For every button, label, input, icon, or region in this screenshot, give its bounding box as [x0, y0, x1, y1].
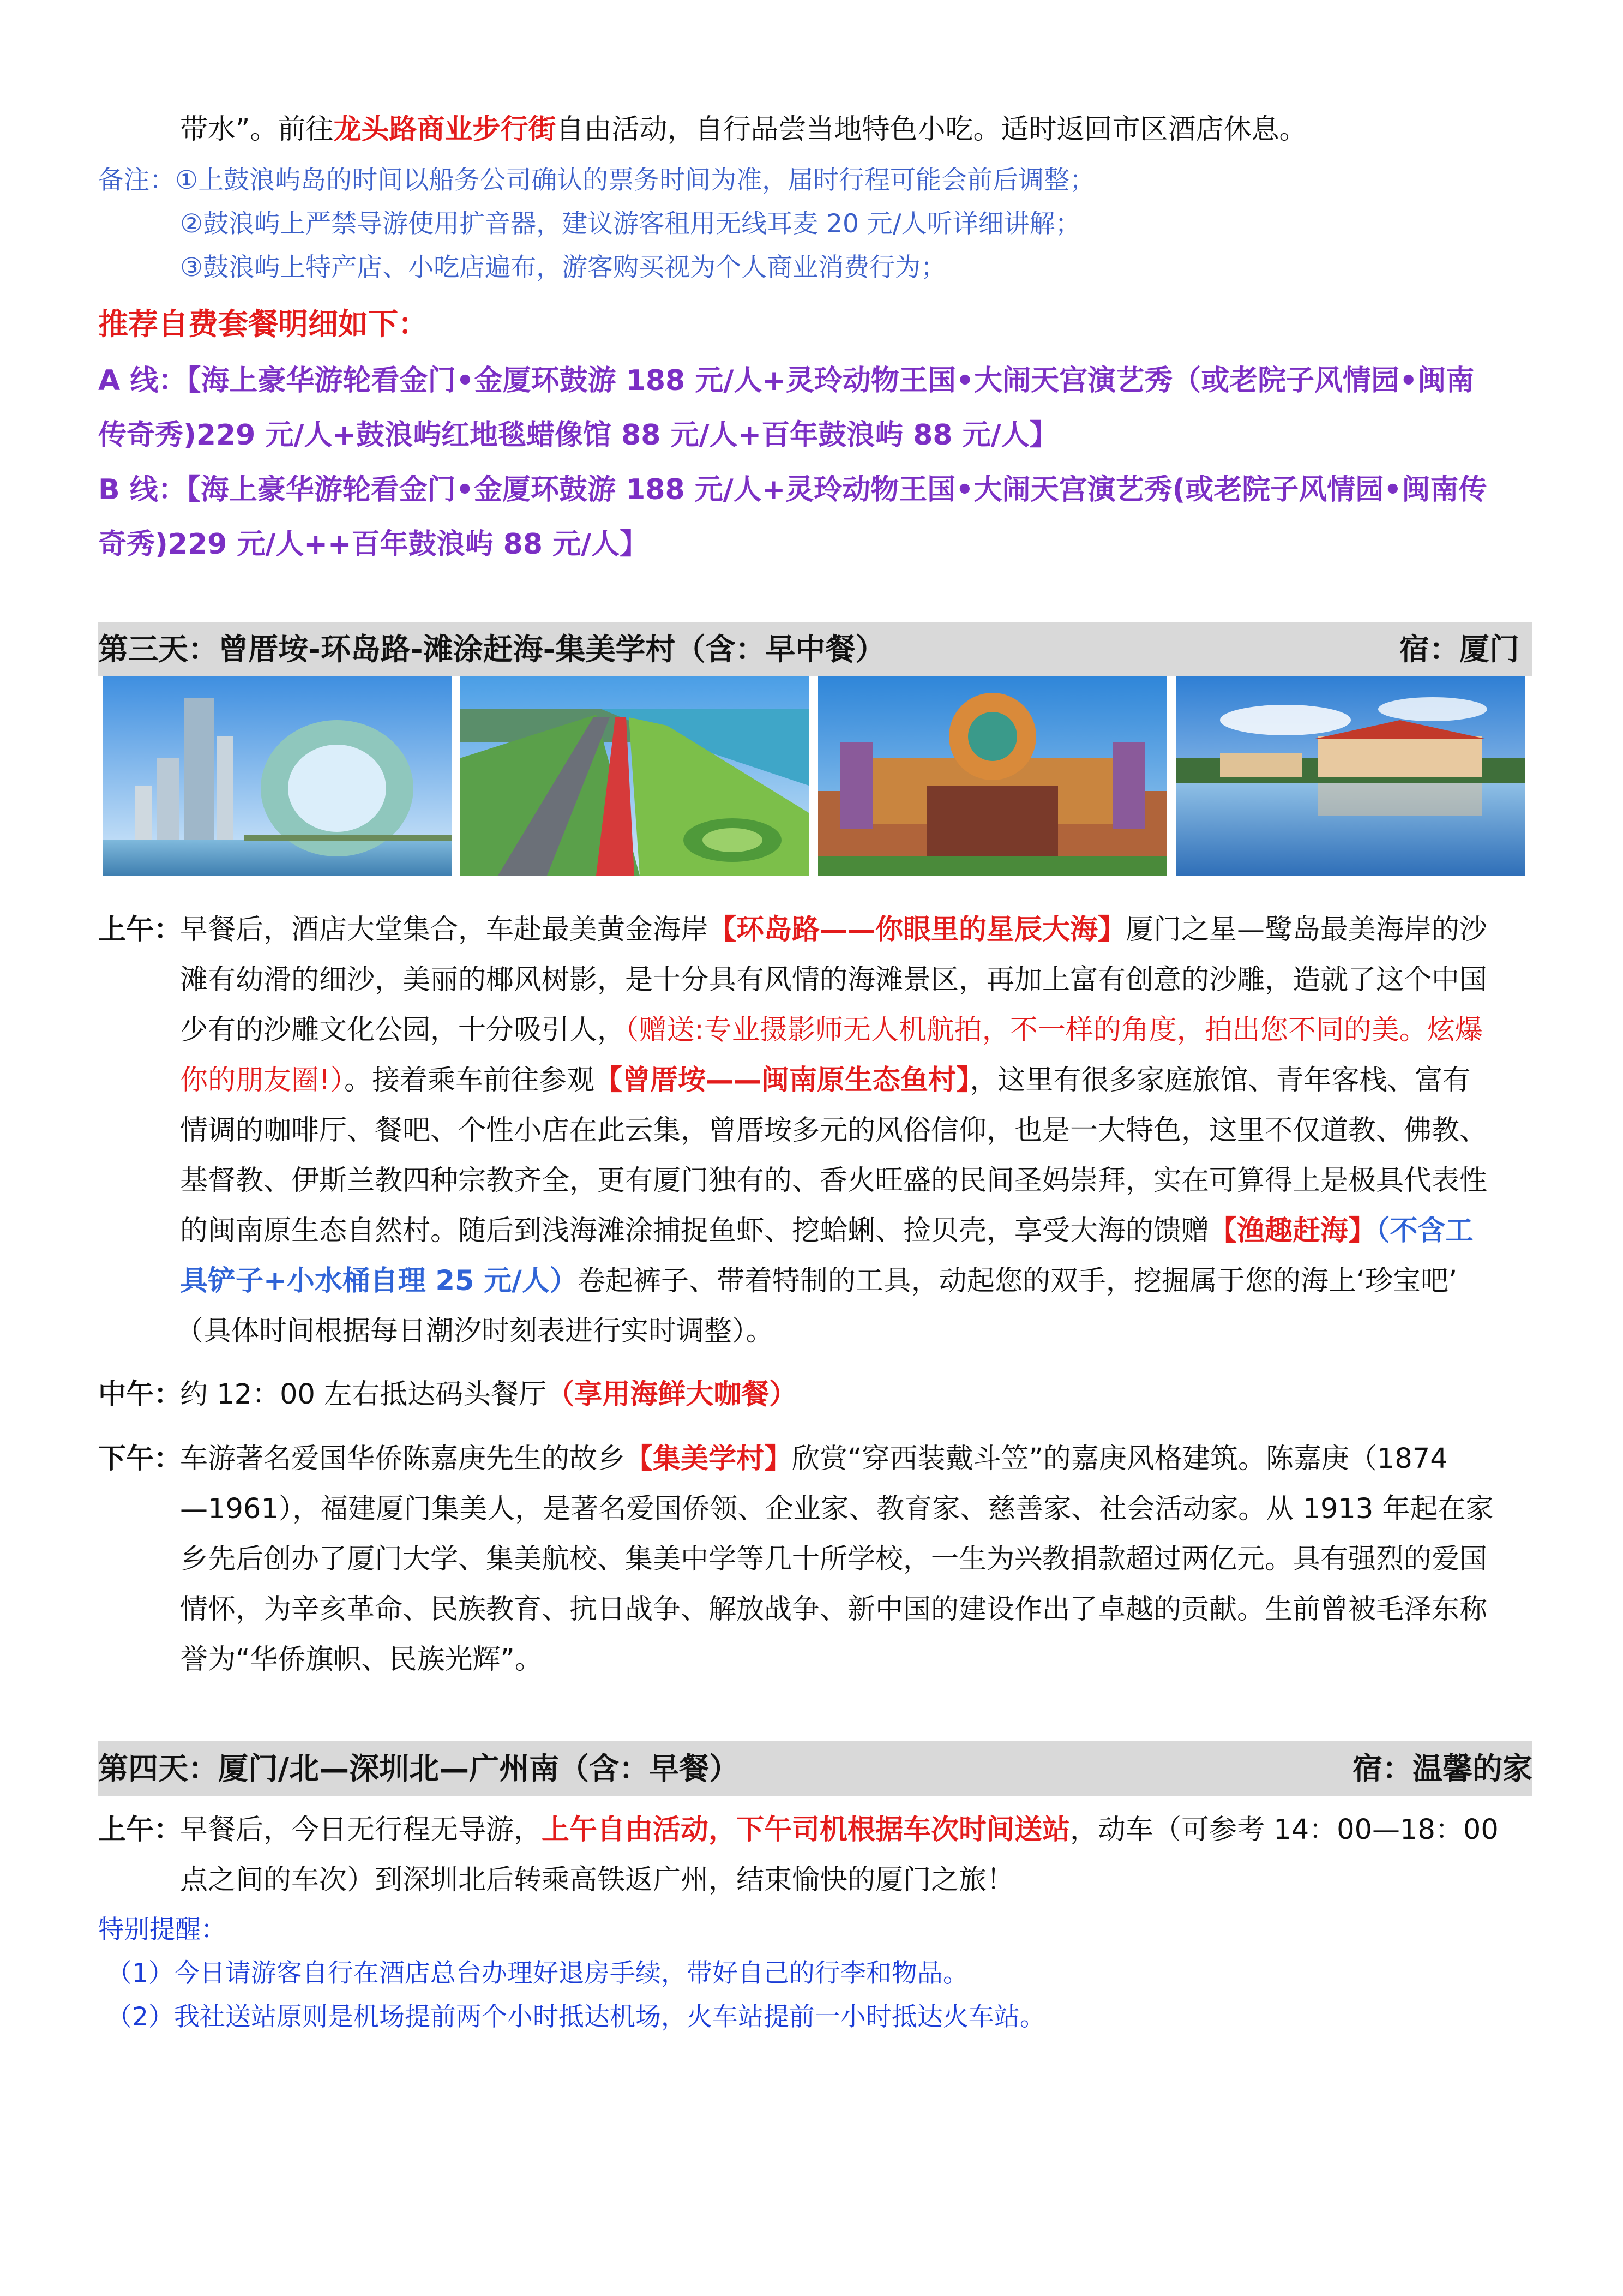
notes-line-3: [180, 247, 946, 284]
day3-afternoon-line-1: [180, 1435, 1448, 1484]
text: 早餐后，酒店大堂集合，车赴最美黄金海岸: [180, 914, 709, 946]
day3-afternoon-label: 下午：: [98, 1443, 182, 1475]
special-reminder-label: 特别提醒：: [98, 1915, 226, 1945]
note-2: ②鼓浪屿上严禁导游使用扩音器，建议游客租用无线耳麦 20 元/人听详细讲解；: [180, 209, 1081, 239]
note-3: ③鼓浪屿上特产店、小吃店遍布，游客购买视为个人商业消费行为；: [180, 253, 947, 283]
day3-noon-line: [180, 1370, 797, 1419]
day4-title: 第四天：厦门/北—深圳北—广州南（含：早餐）: [98, 1751, 740, 1786]
day4-stay: 宿：温馨的家: [1352, 1751, 1532, 1786]
text: ，动车（可参考 14：00—18：00: [1070, 1814, 1499, 1846]
day3-morning-line-7: [180, 1207, 1474, 1256]
highlight-ganhai: 【渔趣赶海】: [1209, 1215, 1376, 1247]
ganhai-cost-note: （不含工: [1376, 1215, 1474, 1247]
highlight-huandao-road: 【环岛路——你眼里的星辰大海】: [708, 914, 1126, 946]
selfpay-heading: 推荐自费套餐明细如下：: [98, 307, 429, 341]
note-1: ①上鼓浪屿岛的时间以船务公司确认的票务时间为准，届时行程可能会前后调整；: [175, 165, 1096, 195]
day3-morning-line-8: [180, 1257, 1457, 1306]
highlight-longtou-road: 龙头路商业步行街: [333, 113, 556, 146]
gift-drone-photo: （赠送:专业摄影师无人机航拍，不一样的角度，拍出您不同的美。炫爆: [625, 1014, 1483, 1046]
photo-lingling-zoo: [818, 676, 1167, 876]
text: 卷起裤子、带着特制的工具，动起您的双手，挖掘属于您的海上‘珍宝吧’: [577, 1265, 1458, 1297]
text: 带水”。前往: [180, 113, 334, 146]
day3-stay: 宿：厦门: [1399, 632, 1519, 667]
day3-morning-line-1: [180, 906, 1487, 955]
notes-label: 备注：: [98, 165, 175, 195]
reminder-2: （2）我社送站原则是机场提前两个小时抵达机场，火车站提前一小时抵达火车站。: [106, 2002, 1045, 2032]
day3-morning-line-4: [180, 1056, 1471, 1105]
text: ，这里有很多家庭旅馆、青年客栈、富有: [970, 1064, 1471, 1096]
day3-morning-line-3: [180, 1006, 1483, 1055]
gift-drone-photo-end: 你的朋友圈!）: [180, 1064, 344, 1096]
day3-afternoon-line-2: —1961），福建厦门集美人，是著名爱国侨领、企业家、教育家、慈善家、社会活动家。从 1913 年起在家: [180, 1493, 1494, 1525]
reminder-1: （1）今日请游客自行在酒店总台办理好退房手续，带好自己的行李和物品。: [106, 1958, 969, 1988]
day3-noon-label: 中午：: [98, 1378, 182, 1411]
highlight-free-activity: 上午自由活动，下午司机根据车次时间送站: [542, 1814, 1071, 1846]
text: 约 12：00 左右抵达码头餐厅: [180, 1378, 547, 1411]
text: 欣赏“穿西装戴斗笠”的嘉庚风格建筑。陈嘉庚（1874: [792, 1443, 1448, 1475]
day4-morning-label: 上午：: [98, 1814, 182, 1846]
photo-huandao-road: [460, 676, 809, 876]
day3-morning-line-2: 滩有幼滑的细沙，美丽的椰风树影，是十分具有风情的海滩景区，再加上富有创意的沙雕，造就了这个中国: [180, 964, 1488, 996]
text: 早餐后，今日无行程无导游，: [180, 1814, 542, 1846]
text: 自由活动，自行品尝当地特色小吃。适时返回市区酒店休息。: [556, 113, 1307, 146]
day3-morning-line-5: 情调的咖啡厅、餐吧、个性小店在此云集，曾厝垵多元的风俗信仰，也是一大特色，这里不仅道教、佛教、: [180, 1114, 1488, 1147]
highlight-jimei-village: 【集美学村】: [625, 1443, 792, 1475]
day3-title: 第三天：曾厝垵-环岛路-滩涂赶海-集美学村（含：早中餐）: [98, 632, 886, 667]
line-a-2: 传奇秀)229 元/人+鼓浪屿红地毯蜡像馆 88 元/人+百年鼓浪屿 88 元/人】: [98, 419, 1058, 452]
day3-morning-line-9: （具体时间根据每日潮汐时刻表进行实时调整）。: [176, 1315, 774, 1347]
day3-afternoon-line-3: 乡先后创办了厦门大学、集美航校、集美中学等几十所学校，一生为兴教捐款超过两亿元。具有强烈的爱国: [180, 1543, 1488, 1575]
notes-line-2: [180, 203, 1081, 240]
photo-jimei-village: [1176, 676, 1525, 876]
text: 少有的沙雕文化公园，十分吸引人，: [180, 1014, 626, 1046]
day3-morning-label: 上午：: [98, 914, 182, 946]
text: 厦门之星—鹭岛最美海岸的沙: [1126, 914, 1488, 946]
day4-morning-line-1: [180, 1806, 1499, 1855]
highlight-zengcuoan: 【曾厝垵——闽南原生态鱼村】: [594, 1064, 970, 1096]
line-b-2: 奇秀)229 元/人++百年鼓浪屿 88 元/人】: [98, 528, 648, 561]
text: 。接着乘车前往参观: [344, 1064, 594, 1096]
highlight-seafood-meal: （享用海鲜大咖餐）: [546, 1378, 797, 1411]
line-a-1: A 线：【海上豪华游轮看金门•金厦环鼓游 188 元/人+灵玲动物王国•大闹天宫演艺秀（或老院子风情园•闽南: [98, 364, 1475, 397]
notes-line-1: [98, 160, 1095, 196]
day4-morning-line-2: 点之间的车次）到深圳北后转乘高铁返广州，结束愉快的厦门之旅！: [180, 1864, 1015, 1896]
line-b-1: B 线：【海上豪华游轮看金门•金厦环鼓游 188 元/人+灵玲动物王国•大闹天宫演艺秀(或老院子风情园•闽南传: [98, 473, 1487, 506]
day3-afternoon-line-4: 情怀，为辛亥革命、民族教育、抗日战争、解放战争、新中国的建设作出了卓越的贡献。生前曾被毛泽东称: [180, 1593, 1488, 1626]
day3-morning-line-6: 基督教、伊斯兰教四种宗教齐全，更有厦门独有的、香火旺盛的民间圣妈崇拜，实在可算得上是极具代表性: [180, 1165, 1488, 1197]
day2-closing-line: [180, 105, 1307, 154]
photo-jimei-landmark: [103, 676, 452, 876]
day3-afternoon-line-5: 誉为“华侨旗帜、民族光辉”。: [180, 1644, 543, 1676]
text: 车游著名爱国华侨陈嘉庚先生的故乡: [180, 1443, 626, 1475]
text: 的闽南原生态自然村。随后到浅海滩涂捕捉鱼虾、挖蛤蜊、捡贝壳，享受大海的馈赠: [180, 1215, 1210, 1247]
ganhai-cost-note-end: 具铲子+小水桶自理 25 元/人）: [180, 1265, 578, 1297]
